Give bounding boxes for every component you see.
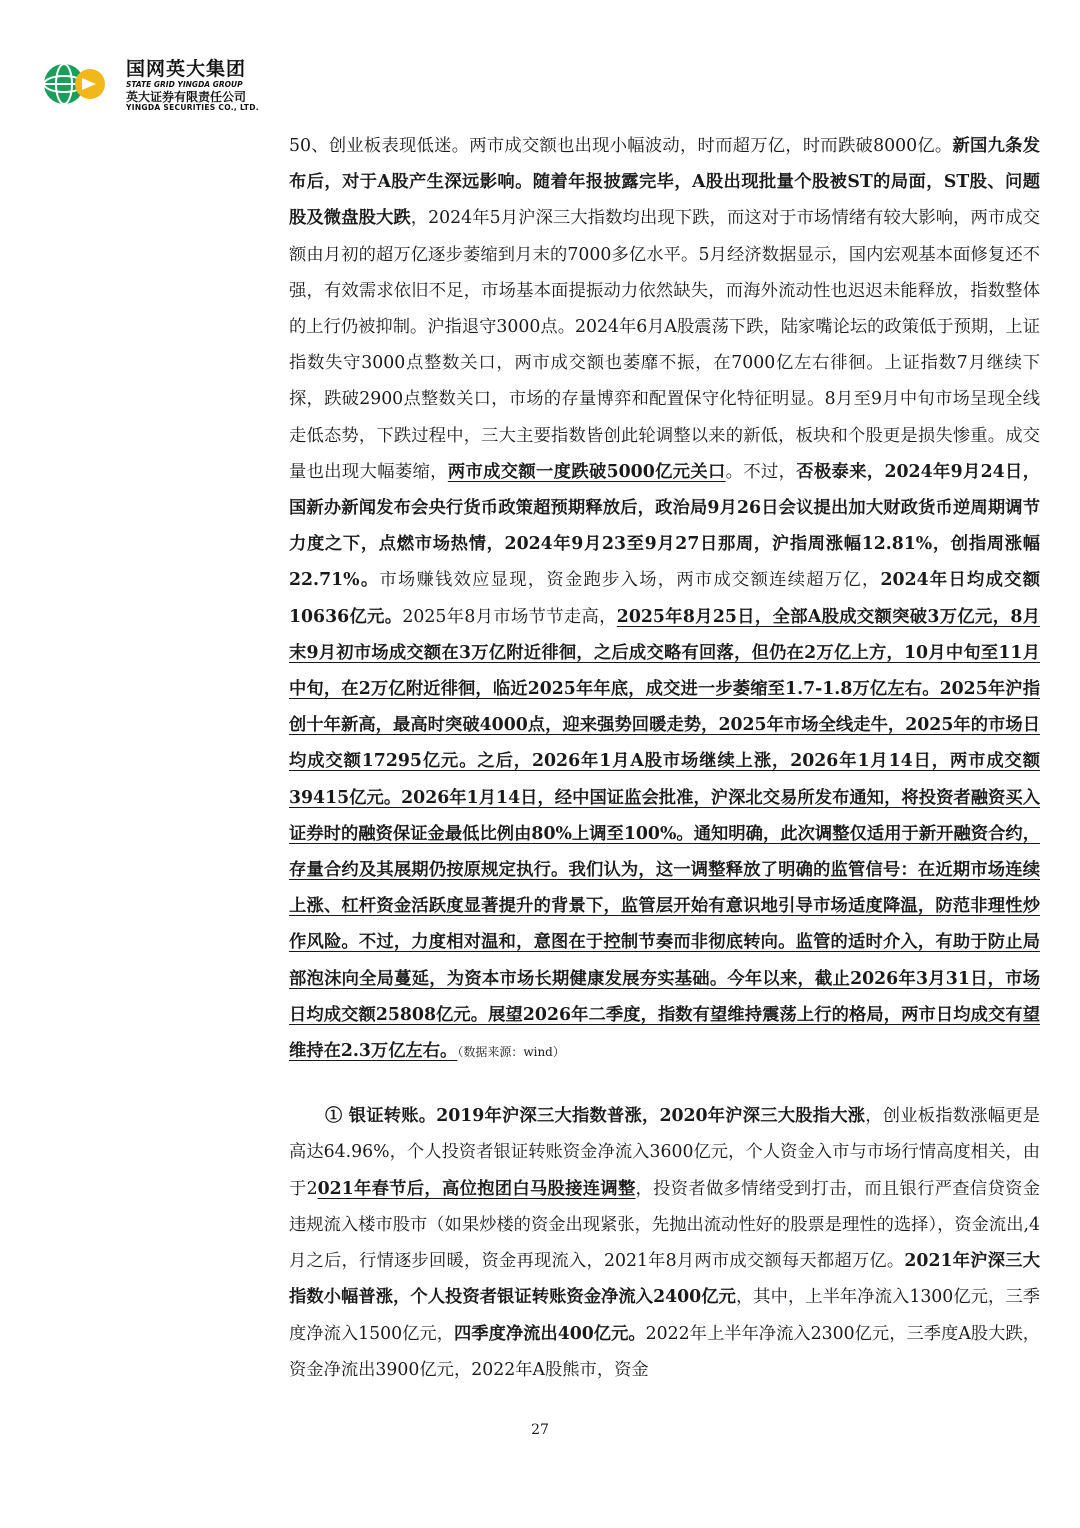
bold-text-run: ① 银证转账。2019年沪深三大指数普涨，2020年沪深三大股指大涨 — [325, 1106, 866, 1127]
underlined-bold-run: 021年春节后，高位抱团白马股接连调整 — [317, 1178, 636, 1199]
body-text — [289, 128, 1040, 1388]
underlined-bold-run: 2025年8月25日，全部A股成交额突破3万亿元，8月末9月初市场成交额在3万亿附近徘徊，之后成交略有回落，但仍在2万亿上方，10月中旬至11月中旬，在2万亿附近徘徊，临近2025年年底，成交进一步萎缩至1.7-1.8万亿左右。2025年沪指创十年新高，最高时突破4000点，迎来强势回暖走势，2025年市场全线走牛，2025年的市场日均成交额17295亿元。之后，2026年1月A股市场继续上涨，2026年1月14日，两市成交额39415亿元。2026年1月14日，经中国证监会批准，沪深北交易所发布通知，将投资者融资买入证券时的融资保证金最低比例由80%上调至100%。通知明确，此次调整仅适用于新开融资合约，存量合约及其展期仍按原规定执行。我们认为，这一调整释放了明确的监管信号：在近期市场连续上涨、杠杆资金活跃度显著提升的背景下，监管层开始有意识地引导市场适度降温，防范非理性炒作风险。不过，力度相对温和，意图在于控制节奏而非彻底转向。监管的适时介入，有助于防止局部泡沫向全局蔓延，为资本市场长期健康发展夯实基础。今年以来，截止2026年3月31日，市场日均成交额25808亿元。展望2026年二季度，指数有望维持震荡上行的格局，两市日均成交有望维持在2.3万亿左右。 — [289, 606, 1040, 1062]
state-grid-yingda-logo-icon — [42, 62, 114, 106]
text-run: ，创业板指数涨幅更是高达64.96%，个人投资者银证转账资金净流入3600亿元，个人资金入市与市场行情高度相关，由于2 — [289, 1106, 1040, 1199]
letterhead — [42, 60, 302, 130]
brand-name-cn: 国网英大集团 — [126, 58, 247, 80]
underlined-bold-run: 两市成交额一度跌破5000亿元关口 — [447, 461, 726, 482]
text-run: 2022年上半年净流入2300亿元，三季度A股大跌，资金净流出3900亿元，2022年A股熊市，资金 — [289, 1323, 1040, 1380]
page-number: 27 — [531, 1422, 549, 1438]
bold-text-run: 否极泰来，2024年9月24日，国新办新闻发布会央行货币政策超预期释放后，政治局9月26日会议提出加大财政货币逆周期调节力度之下，点燃市场热情，2024年9月23至9月27日那周，沪指周涨幅12.81%，创指周涨幅22.71%。 — [289, 461, 1040, 591]
bold-text-run: 新国九条发布后，对于A股产生深远影响。随着年报披露完毕，A股出现批量个股被ST的局面，ST股、问题股及微盘股大跌 — [289, 136, 1040, 229]
text-run: 50、创业板表现低迷。两市成交额也出现小幅波动，时而超万亿，时而跌破8000亿。 — [289, 136, 953, 156]
paragraph-market-review — [289, 128, 1040, 1070]
brand-block — [126, 60, 259, 111]
brand-name-en: STATE GRID YINGDA GROUP — [126, 80, 243, 89]
bold-text-run: 四季度净流出400亿元。 — [454, 1323, 646, 1344]
text-run: ，投资者做多情绪受到打击，而且银行严查信贷资金违规流入楼市股市（如果炒楼的资金出现紧张，先抛出流动性好的股票是理性的选择），资金流出,4月之后，行情逐步回暖，资金再现流入，2021年8月两市成交额每天都超万亿。 — [289, 1178, 1040, 1272]
text-run: 市场赚钱效应显现，资金跑步入场，两市成交额连续超万亿， — [379, 570, 881, 591]
text-run: ，其中，上半年净流入1300亿元，三季度净流入1500亿元， — [289, 1287, 1040, 1344]
data-source-note: （数据来源：wind） — [457, 1045, 565, 1060]
text-run: 2025年8月市场节节走高， — [402, 606, 617, 627]
text-run: ，2024年5月沪深三大指数均出现下跌，而这对于市场情绪有较大影响，两市成交额由月初的超万亿逐步萎缩到月末的7000多亿水平。5月经济数据显示，国内宏观基本面修复还不强，有效需求依旧不足，市场基本面提振动力依然缺失，而海外流动性也迟迟未能释放，指数整体的上行仍被抑制。沪指退守3000点。2024年6月A股震荡下跌，陆家嘴论坛的政策低于预期，上证指数失守3000点整数关口，两市成交额也萎靡不振，在7000亿左右徘徊。上证指数7月继续下探，跌破2900点整数关口，市场的存量博弈和配置保守化特征明显。8月至9月中旬市场呈现全线走低态势，下跌过程中，三大主要指数皆创此轮调整以来的新低，板块和个股更是损失惨重。成交量也出现大幅萎缩， — [289, 208, 1040, 482]
company-name-en: YINGDA SECURITIES CO., LTD. — [126, 102, 259, 112]
paragraph-bank-transfer — [289, 1098, 1040, 1388]
text-run: 。不过， — [725, 461, 797, 482]
paragraph-gap — [289, 1070, 1040, 1098]
company-name-cn: 英大证券有限责任公司 — [126, 89, 247, 104]
bold-text-run: 2021年沪深三大指数小幅普涨，个人投资者银证转账资金净流入2400亿元 — [289, 1251, 1040, 1308]
bold-text-run: 2024年日均成交额10636亿元。 — [289, 570, 1040, 627]
